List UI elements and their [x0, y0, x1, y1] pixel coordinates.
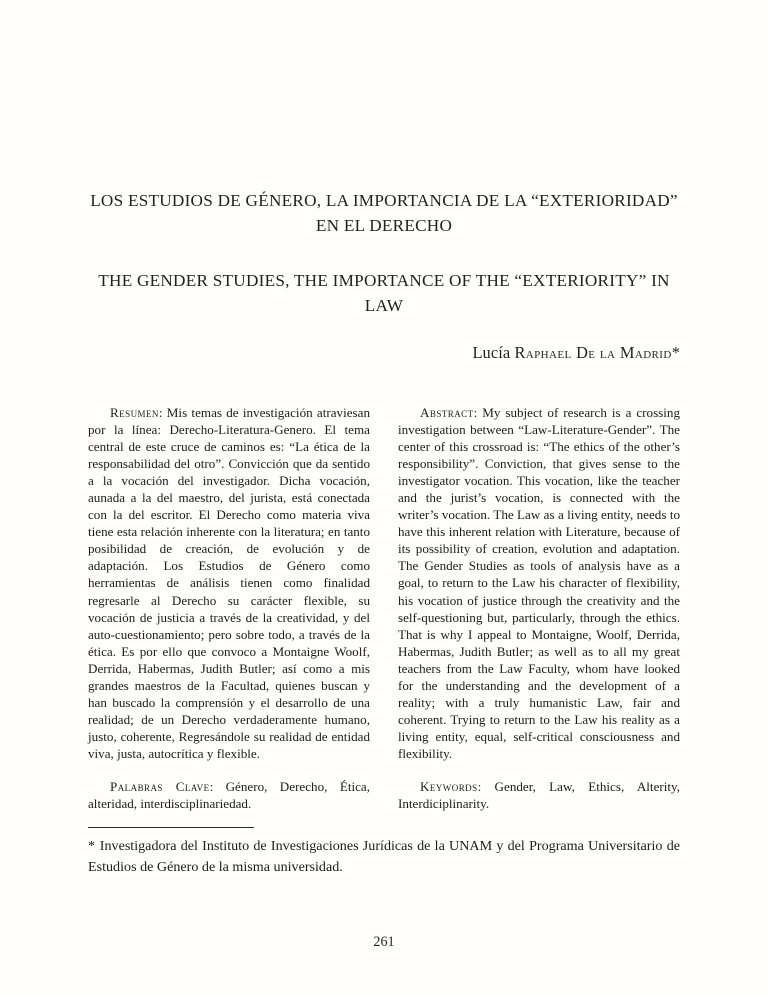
page-title-spanish: LOS ESTUDIOS DE GÉNERO, LA IMPORTANCIA DE LA “EXTERIORIDAD” EN EL DERECHO	[90, 191, 678, 235]
abstract-english	[398, 404, 680, 762]
keywords-columns	[88, 778, 680, 812]
abstract-spanish-separator: :	[158, 405, 163, 420]
keywords-column-spanish	[88, 778, 370, 812]
keywords-spanish-label: Palabras Clave	[110, 779, 210, 794]
abstract-spanish-body: Mis temas de investigación atraviesan por la línea: Derecho-Literatura-Genero. El tema central de este cruce de caminos es: “La ética de la responsabilidad del otro”. Convicción que da sentido a la vocación del investigador. Dicha vocación, aunada a la del maestro, del jurista, está conectada con la del escritor. El Derecho como materia viva tiene esta relación inherente con la literatura; en tanto posibilidad de creación, de evolución y de adaptación. Los Estudios de Género como herramientas de análisis tienen como finalidad regresarle al Derecho su carácter flexible, su vocación de justicia a través de la creatividad, y del auto-cuestionamiento; pero sobre todo, a través de la ética. Es por ello que convoco a Montaigne Woolf, Derrida, Habermas, Judith Butler; así como a mis grandes maestros de la Facultad, quienes buscan y han buscado la comprensión y el desarrollo de una realidad; de un Derecho verdaderamente humano, justo, coherente, Regresándole su realidad de entidad viva, justa, autocrítica y flexible.	[88, 405, 370, 761]
keywords-spanish	[88, 778, 370, 812]
author-given-name: Lucía	[472, 343, 511, 362]
title-block	[88, 188, 680, 318]
abstract-spanish-label: Resumen	[110, 405, 159, 420]
abstract-english-separator: :	[473, 405, 478, 420]
page-title-english: THE GENDER STUDIES, THE IMPORTANCE OF THE “EXTERIORITY” IN LAW	[98, 271, 670, 315]
footnote-separator-rule	[88, 827, 254, 828]
keywords-spanish-separator: :	[209, 779, 214, 794]
keywords-english-body: Gender, Law, Ethics, Alterity, Interdiciplinarity.	[398, 779, 680, 812]
abstract-english-body: My subject of research is a crossing investigation between “Law-Literature-Gender”. The center of this crossroad is: “The ethics of the other’s responsibility”. Conviction, that gives sense to the investigator vocation. This vocation, like the teacher and the jurist’s vocation, is connected with the writer’s vocation. The Law as a living entity, needs to have this inherent relation with Literature, because of its possibility of creation, evolution and adaptation. The Gender Studies as tools of analysis have as a goal, to return to the Law his character of flexibility, his vocation of justice through the creativity and the self-questioning but, particularly, through the ethics. That is why I appeal to Montaigne, Woolf, Derrida, Habermas, Judith Butler; as well as to all my great teachers from the Law Faculty, whom have looked for the understanding and the development of a reality; with a truly humanistic Law, fair and coherent. Trying to return to the Law his reality as a living entity, equal, self-critical consciousness and flexibility.	[398, 405, 680, 761]
abstract-columns	[88, 404, 680, 762]
abstract-column-english	[398, 404, 680, 762]
abstract-english-label: Abstract	[420, 405, 474, 420]
keywords-spanish-body: Género, Derecho, Ética, alteridad, interdisciplinariedad.	[88, 779, 370, 812]
abstract-spanish	[88, 404, 370, 762]
footnote-marker: *	[88, 838, 96, 854]
author-family-name: Raphael De la Madrid	[514, 343, 672, 362]
keywords-english	[398, 778, 680, 812]
keywords-english-separator: :	[477, 779, 482, 794]
footnote-text: Investigadora del Instituto de Investigaciones Jurídicas de la UNAM y del Programa Universitario de Estudios de Género de la misma universidad.	[88, 838, 680, 875]
author-footnote-marker: *	[671, 343, 680, 362]
keywords-english-label: Keywords	[420, 779, 478, 794]
abstract-column-spanish	[88, 404, 370, 762]
footnote-author-affiliation	[88, 836, 680, 877]
page-number: 261	[373, 934, 395, 950]
keywords-column-english	[398, 778, 680, 812]
author-byline	[88, 343, 680, 363]
